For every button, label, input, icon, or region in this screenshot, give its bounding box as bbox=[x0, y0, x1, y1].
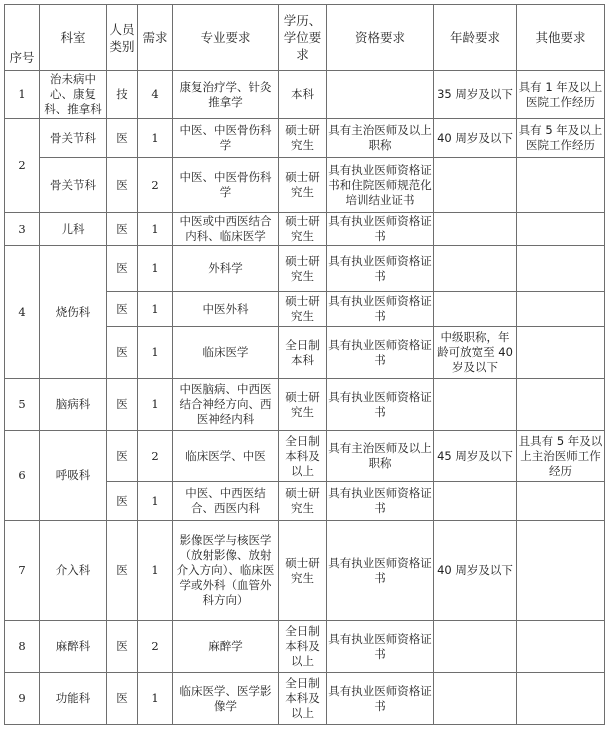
cell-age bbox=[434, 213, 517, 246]
cell-dept: 呼吸科 bbox=[40, 431, 107, 521]
cell-seq: 8 bbox=[5, 621, 40, 673]
header-age: 年龄要求 bbox=[434, 5, 517, 71]
cell-demand: 2 bbox=[138, 621, 173, 673]
cell-qualification: 具有执业医师资格证书 bbox=[327, 379, 434, 431]
cell-demand: 1 bbox=[138, 213, 173, 246]
cell-age: 40 周岁及以下 bbox=[434, 119, 517, 158]
cell-education: 硕士研究生 bbox=[279, 292, 327, 327]
cell-major: 临床医学、中医 bbox=[173, 431, 279, 482]
cell-dept: 骨关节科 bbox=[40, 119, 107, 158]
cell-other bbox=[517, 482, 605, 521]
cell-other bbox=[517, 213, 605, 246]
table-row bbox=[5, 119, 605, 158]
cell-other bbox=[517, 621, 605, 673]
cell-type: 医 bbox=[107, 482, 138, 521]
cell-age bbox=[434, 158, 517, 213]
cell-demand: 4 bbox=[138, 71, 173, 119]
cell-age bbox=[434, 292, 517, 327]
cell-dept: 治未病中心、康复科、推拿科 bbox=[40, 71, 107, 119]
cell-dept: 骨关节科 bbox=[40, 158, 107, 213]
cell-major: 影像医学与核医学（放射影像、放射介入方向）、临床医学或外科（血管外科方向） bbox=[173, 521, 279, 621]
cell-age: 中级职称，年龄可放宽至 40 岁及以下 bbox=[434, 327, 517, 379]
header-qualification: 资格要求 bbox=[327, 5, 434, 71]
cell-education: 硕士研究生 bbox=[279, 521, 327, 621]
cell-seq: 5 bbox=[5, 379, 40, 431]
cell-seq: 1 bbox=[5, 71, 40, 119]
cell-education: 全日制本科及以上 bbox=[279, 431, 327, 482]
cell-education: 硕士研究生 bbox=[279, 482, 327, 521]
cell-demand: 2 bbox=[138, 158, 173, 213]
cell-education: 硕士研究生 bbox=[279, 379, 327, 431]
cell-seq: 2 bbox=[5, 119, 40, 213]
cell-qualification: 具有执业医师资格证书 bbox=[327, 482, 434, 521]
table-row bbox=[5, 213, 605, 246]
cell-demand: 1 bbox=[138, 327, 173, 379]
cell-qualification: 具有主治医师及以上职称 bbox=[327, 431, 434, 482]
cell-age bbox=[434, 379, 517, 431]
cell-education: 硕士研究生 bbox=[279, 246, 327, 292]
cell-dept: 烧伤科 bbox=[40, 246, 107, 379]
cell-major: 外科学 bbox=[173, 246, 279, 292]
cell-type: 医 bbox=[107, 521, 138, 621]
cell-demand: 2 bbox=[138, 431, 173, 482]
cell-demand: 1 bbox=[138, 292, 173, 327]
cell-other: 具有 5 年及以上医院工作经历 bbox=[517, 119, 605, 158]
table-row bbox=[5, 521, 605, 621]
cell-qualification: 具有执业医师资格证书和住院医师规范化培训结业证书 bbox=[327, 158, 434, 213]
cell-qualification: 具有执业医师资格证书 bbox=[327, 246, 434, 292]
header-seq: 序号 bbox=[5, 5, 40, 71]
cell-education: 本科 bbox=[279, 71, 327, 119]
header-row bbox=[5, 5, 605, 71]
table-row bbox=[5, 246, 605, 292]
cell-qualification bbox=[327, 71, 434, 119]
cell-type: 医 bbox=[107, 246, 138, 292]
cell-education: 全日制本科及以上 bbox=[279, 621, 327, 673]
cell-dept: 麻醉科 bbox=[40, 621, 107, 673]
cell-qualification: 具有执业医师资格证书 bbox=[327, 621, 434, 673]
cell-major: 临床医学 bbox=[173, 327, 279, 379]
cell-major: 中医或中西医结合内科、临床医学 bbox=[173, 213, 279, 246]
cell-seq: 4 bbox=[5, 246, 40, 379]
cell-seq: 7 bbox=[5, 521, 40, 621]
cell-age bbox=[434, 482, 517, 521]
table-row bbox=[5, 71, 605, 119]
cell-other bbox=[517, 327, 605, 379]
header-demand: 需求 bbox=[138, 5, 173, 71]
header-other: 其他要求 bbox=[517, 5, 605, 71]
cell-age bbox=[434, 621, 517, 673]
header-major: 专业要求 bbox=[173, 5, 279, 71]
header-staff-type: 人员类别 bbox=[107, 5, 138, 71]
cell-qualification: 具有执业医师资格证书 bbox=[327, 292, 434, 327]
cell-major: 中医、中医骨伤科学 bbox=[173, 158, 279, 213]
cell-seq: 9 bbox=[5, 673, 40, 725]
cell-type: 医 bbox=[107, 379, 138, 431]
cell-major: 中医脑病、中西医结合神经方向、西医神经内科 bbox=[173, 379, 279, 431]
cell-demand: 1 bbox=[138, 379, 173, 431]
cell-major: 中医、中西医结合、西医内科 bbox=[173, 482, 279, 521]
cell-education: 全日制本科及以上 bbox=[279, 673, 327, 725]
recruitment-table bbox=[4, 4, 605, 725]
cell-type: 技 bbox=[107, 71, 138, 119]
cell-type: 医 bbox=[107, 621, 138, 673]
cell-demand: 1 bbox=[138, 119, 173, 158]
cell-dept: 功能科 bbox=[40, 673, 107, 725]
table-row bbox=[5, 379, 605, 431]
cell-other bbox=[517, 292, 605, 327]
cell-age bbox=[434, 246, 517, 292]
cell-type: 医 bbox=[107, 673, 138, 725]
cell-major: 中医、中医骨伤科学 bbox=[173, 119, 279, 158]
cell-major: 中医外科 bbox=[173, 292, 279, 327]
cell-seq: 3 bbox=[5, 213, 40, 246]
cell-major: 康复治疗学、针灸推拿学 bbox=[173, 71, 279, 119]
cell-age: 35 周岁及以下 bbox=[434, 71, 517, 119]
cell-type: 医 bbox=[107, 327, 138, 379]
cell-demand: 1 bbox=[138, 521, 173, 621]
cell-major: 麻醉学 bbox=[173, 621, 279, 673]
cell-education: 硕士研究生 bbox=[279, 213, 327, 246]
cell-age: 45 周岁及以下 bbox=[434, 431, 517, 482]
cell-other: 具有 1 年及以上医院工作经历 bbox=[517, 71, 605, 119]
cell-dept: 脑病科 bbox=[40, 379, 107, 431]
cell-type: 医 bbox=[107, 213, 138, 246]
cell-qualification: 具有主治医师及以上职称 bbox=[327, 119, 434, 158]
table-row bbox=[5, 621, 605, 673]
cell-education: 硕士研究生 bbox=[279, 158, 327, 213]
cell-education: 硕士研究生 bbox=[279, 119, 327, 158]
cell-type: 医 bbox=[107, 431, 138, 482]
cell-type: 医 bbox=[107, 158, 138, 213]
table-row bbox=[5, 673, 605, 725]
cell-qualification: 具有执业医师资格证书 bbox=[327, 673, 434, 725]
cell-qualification: 具有执业医师资格证书 bbox=[327, 327, 434, 379]
cell-other: 且具有 5 年及以上主治医师工作经历 bbox=[517, 431, 605, 482]
cell-dept: 介入科 bbox=[40, 521, 107, 621]
cell-other bbox=[517, 246, 605, 292]
cell-major: 临床医学、医学影像学 bbox=[173, 673, 279, 725]
cell-qualification: 具有执业医师资格证书 bbox=[327, 521, 434, 621]
cell-demand: 1 bbox=[138, 673, 173, 725]
table-row bbox=[5, 431, 605, 482]
cell-age bbox=[434, 673, 517, 725]
cell-other bbox=[517, 158, 605, 213]
header-dept: 科室 bbox=[40, 5, 107, 71]
cell-age: 40 周岁及以下 bbox=[434, 521, 517, 621]
cell-other bbox=[517, 673, 605, 725]
cell-seq: 6 bbox=[5, 431, 40, 521]
cell-other bbox=[517, 521, 605, 621]
cell-other bbox=[517, 379, 605, 431]
cell-type: 医 bbox=[107, 292, 138, 327]
cell-dept: 儿科 bbox=[40, 213, 107, 246]
cell-qualification: 具有执业医师资格证书 bbox=[327, 213, 434, 246]
cell-demand: 1 bbox=[138, 246, 173, 292]
header-education: 学历、学位要求 bbox=[279, 5, 327, 71]
cell-demand: 1 bbox=[138, 482, 173, 521]
table-row bbox=[5, 158, 605, 213]
cell-education: 全日制本科 bbox=[279, 327, 327, 379]
cell-type: 医 bbox=[107, 119, 138, 158]
